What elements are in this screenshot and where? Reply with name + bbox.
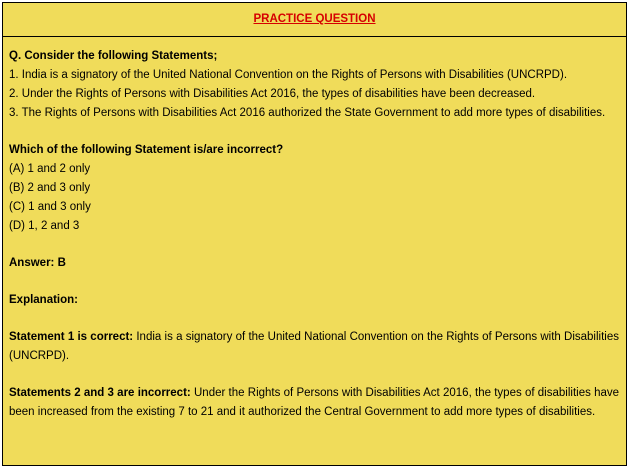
option-c: (C) 1 and 3 only <box>9 201 91 213</box>
explanation-statements-2-3 <box>9 384 619 422</box>
statement-1-label: Statement 1 is correct: <box>9 331 134 343</box>
question-content <box>9 37 619 422</box>
option-b: (B) 2 and 3 only <box>9 182 91 194</box>
spacer <box>9 273 619 291</box>
answer: Answer: B <box>9 257 66 269</box>
explanation-heading: Explanation: <box>9 294 79 306</box>
spacer <box>9 123 619 141</box>
spacer <box>9 236 619 254</box>
spacer <box>9 310 619 328</box>
statements-2-3-text: Under the Rights of Persons with Disabilities Act 2016, the types of disabilities have been increased from the existing 7 to 21 and it authorized the Central Government to add more types of disabilities. <box>9 387 620 418</box>
statements-2-3-label: Statements 2 and 3 are incorrect: <box>9 387 191 399</box>
option-a: (A) 1 and 2 only <box>9 163 91 175</box>
statement-3: 3. The Rights of Persons with Disabilities Act 2016 authorized the State Government to add more types of disabilities. <box>9 107 606 119</box>
question-heading: Q. Consider the following Statements; <box>9 50 218 62</box>
spacer <box>9 366 619 384</box>
statement-2: 2. Under the Rights of Persons with Disabilities Act 2016, the types of disabilities have been decreased. <box>9 88 536 100</box>
statement-1: 1. India is a signatory of the United National Convention on the Rights of Persons with Disabilities (UNCRPD). <box>9 69 568 81</box>
title-row <box>3 3 626 37</box>
explanation-statement-1 <box>9 328 619 366</box>
practice-question-title: PRACTICE QUESTION <box>253 13 376 25</box>
spacer <box>9 37 619 47</box>
statement-1-text: India is a signatory of the United National Convention on the Rights of Persons with Disabilities (UNCRPD). <box>9 331 619 362</box>
practice-question-box <box>2 2 627 466</box>
option-d: (D) 1, 2 and 3 <box>9 220 80 232</box>
question-prompt: Which of the following Statement is/are incorrect? <box>9 144 284 156</box>
